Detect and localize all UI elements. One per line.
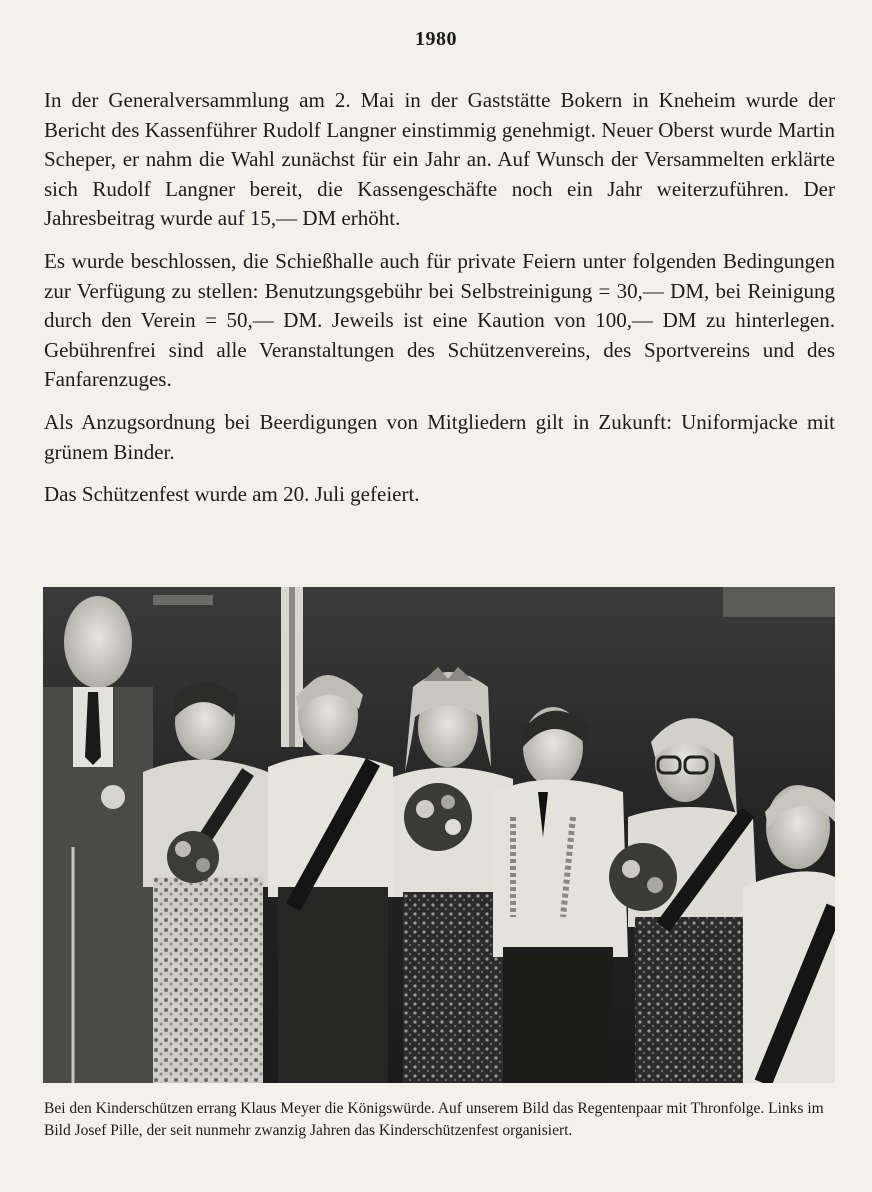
group-photo bbox=[43, 587, 835, 1083]
article-body bbox=[44, 86, 835, 523]
paragraph-festival-date: Das Schützenfest wurde am 20. Juli gefeiert. bbox=[44, 482, 420, 507]
paragraph-shooting-hall: Es wurde beschlossen, die Schießhalle auch für private Feiern unter folgenden Bedingungen zur Verfügung zu stellen: Benutzungsgebühr bei Selbstreinigung = 30,— DM, bei Reinigung durch den Verein = 50,— DM. Jeweils ist eine Kaution von 100,— DM zu hinterlegen. Gebührenfrei sind alle Veranstaltungen des Schützenvereins, des Sportvereins und des Fanfarenzuges. bbox=[44, 248, 835, 392]
paragraph-general-assembly: In der Generalversammlung am 2. Mai in der Gaststätte Bokern in Kneheim wurde der Bericht des Kassenführer Rudolf Langner einstimmig genehmigt. Neuer Oberst wurde Martin Scheper, er nahm die Wahl zunächst für ein Jahr an. Auf Wunsch der Versammelten erklärte sich Rudolf Langner bereit, die Kassengeschäfte noch ein Jahr weiterzuführen. Der Jahresbeitrag wurde auf 15,— DM erhöht. bbox=[44, 88, 835, 231]
photo-caption: Bei den Kinderschützen errang Klaus Meyer die Königswürde. Auf unserem Bild das Regentenpaar mit Thronfolge. Links im Bild Josef Pille, der seit nunmehr zwanzig Jahren das Kinderschützenfest organisiert. bbox=[44, 1100, 824, 1139]
page-title: 1980 bbox=[415, 28, 457, 50]
paragraph-dress-code: Als Anzugsordnung bei Beerdigungen von Mitgliedern gilt in Zukunft: Uniformjacke mit grünem Binder. bbox=[44, 409, 835, 464]
